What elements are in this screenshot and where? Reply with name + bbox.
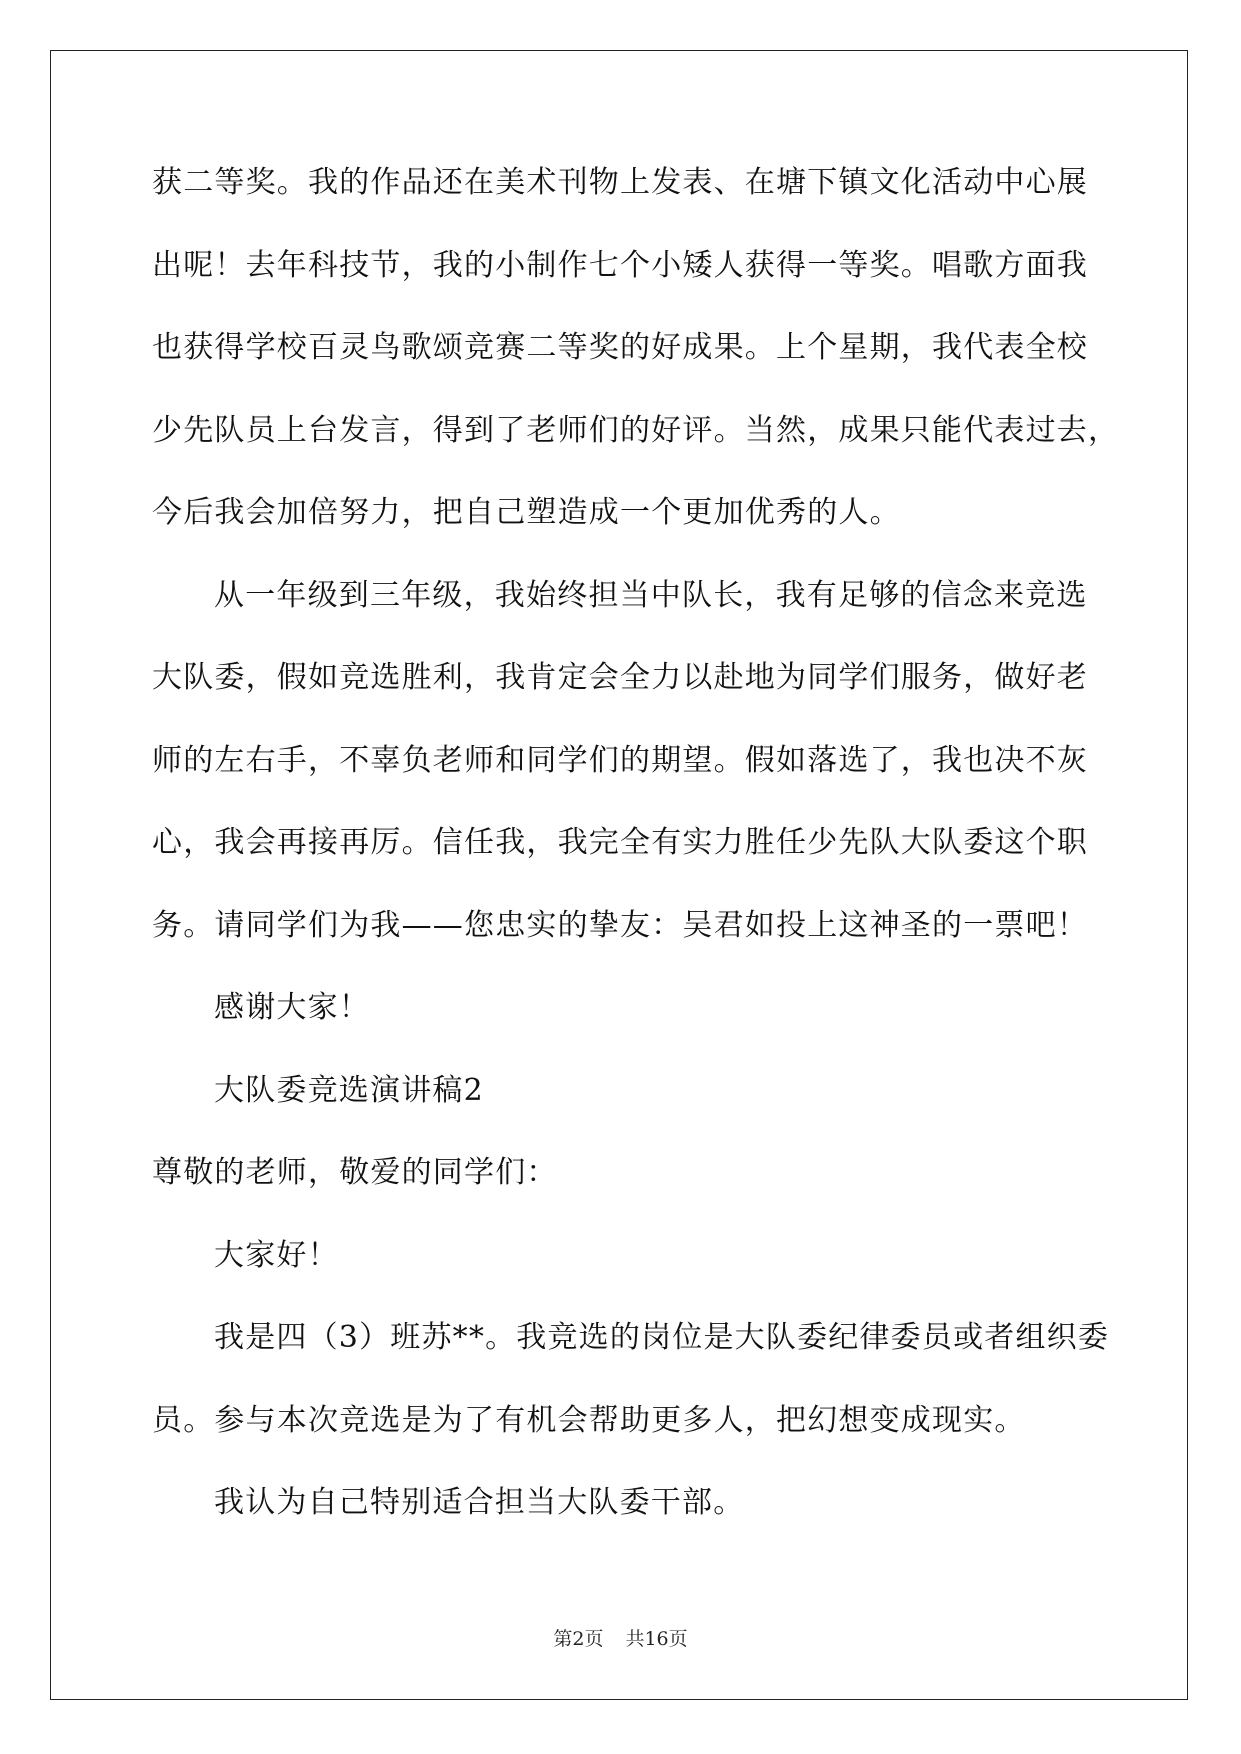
thanks-line: 感谢大家！ [214,990,370,1025]
section-title: 大队委竞选演讲稿2 [214,1072,484,1108]
text-line: 心，我会再接再厉。信任我，我完全有实力胜任少先队大队委这个职 [152,825,1088,860]
text-line: 出呢！去年科技节，我的小制作七个小矮人获得一等奖。唱歌方面我 [152,247,1088,283]
salutation-line: 尊敬的老师，敬爱的同学们： [152,1155,558,1190]
text-line: 师的左右手，不辜负老师和同学们的期望。假如落选了，我也决不灰 [152,742,1088,778]
text-line: 也获得学校百灵鸟歌颂竞赛二等奖的好成果。上个星期，我代表全校 [152,330,1088,365]
text-line: 少先队员上台发言，得到了老师们的好评。当然，成果只能代表过去， [152,412,1120,448]
paragraph-start-line: 我认为自己特别适合担当大队委干部。 [214,1485,745,1520]
text-line: 今后我会加倍努力，把自己塑造成一个更加优秀的人。 [152,495,901,530]
text-line: 务。请同学们为我——您忠实的挚友：吴君如投上这神圣的一票吧！ [152,907,1088,943]
greeting-line: 大家好！ [214,1237,339,1273]
text-line: 大队委，假如竞选胜利，我肯定会全力以赴地为同学们服务，做好老 [152,660,1088,695]
text-line: 获二等奖。我的作品还在美术刊物上发表、在塘下镇文化活动中心展 [152,165,1088,200]
total-pages: 共16页 [625,1628,688,1650]
text-line: 员。参与本次竞选是为了有机会帮助更多人，把幻想变成现实。 [152,1402,1026,1438]
page-footer [0,1624,1241,1651]
paragraph-start-line: 我是四（3）班苏**。我竞选的岗位是大队委纪律委员或者组织委 [214,1320,1110,1355]
paragraph-start-line: 从一年级到三年级，我始终担当中队长，我有足够的信念来竞选 [214,577,1088,613]
document-body [152,160,1120,1563]
page-number: 第2页 [553,1628,604,1650]
